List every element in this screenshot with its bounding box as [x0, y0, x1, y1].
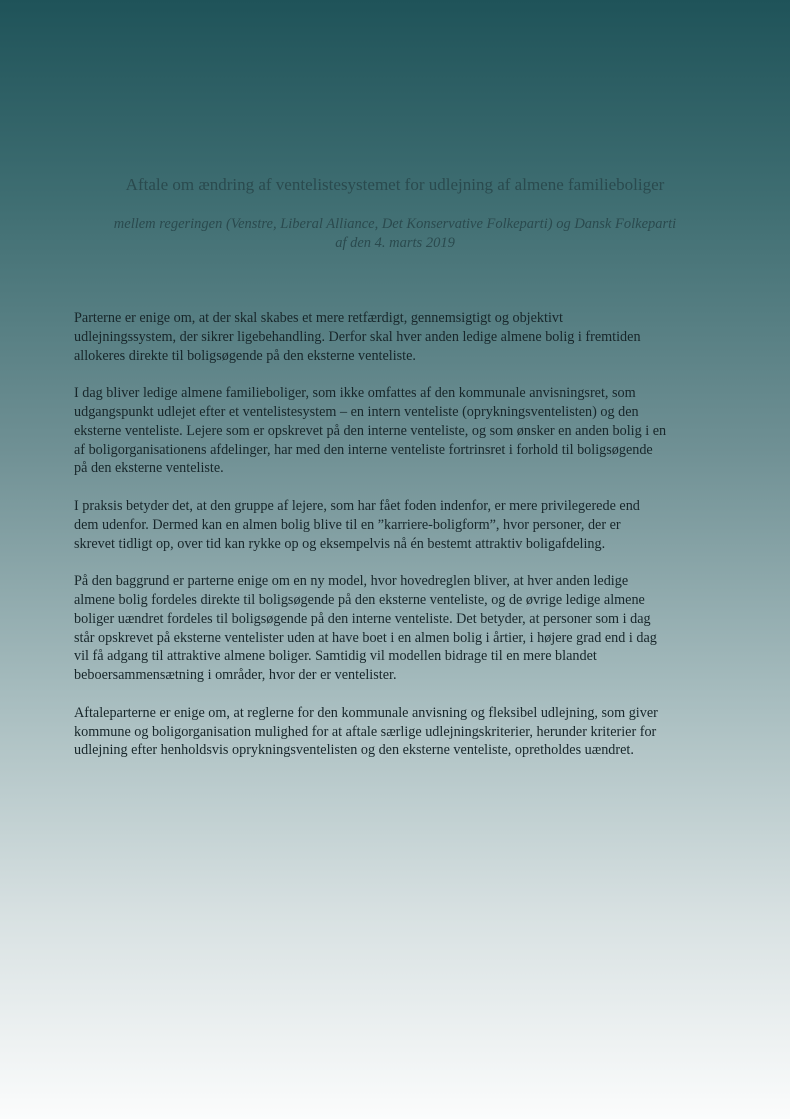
text-line: almene bolig fordeles direkte til boligsøgende på den eksterne venteliste, og de øvrige ledige almene: [74, 591, 645, 608]
text-line: på den eksterne venteliste.: [74, 460, 224, 477]
text-line: udlejningssystem, der sikrer ligebehandling. Derfor skal hver anden ledige almene bolig i fremtiden: [74, 328, 641, 345]
text-line: I dag bliver ledige almene familieboliger, som ikke omfattes af den kommunale anvisningsret, som: [74, 385, 636, 402]
paragraph: [74, 572, 724, 685]
paragraph: [74, 384, 724, 478]
paragraph: [74, 704, 724, 760]
subtitle-line: mellem regeringen (Venstre, Liberal Alliance, Det Konservative Folkeparti) og Dansk Folkeparti: [113, 216, 677, 232]
text-line: udgangspunkt udlejet efter et ventelistesystem – en intern venteliste (oprykningsventelisten) og den: [74, 403, 639, 420]
text-line: Parterne er enige om, at der skal skabes et mere retfærdigt, gennemsigtigt og objektivt: [74, 310, 563, 326]
text-line: skrevet tidligt op, over tid kan rykke op og eksempelvis nå én bestemt attraktiv boligafdeling.: [74, 535, 606, 552]
text-line: I praksis betyder det, at den gruppe af lejere, som har fået foden indenfor, er mere privilegerede end: [74, 497, 640, 514]
document-body: [74, 309, 724, 779]
text-line: allokeres direkte til boligsøgende på den eksterne venteliste.: [74, 347, 416, 364]
text-line: boliger uændret fordeles til boligsøgende på den interne venteliste. Det betyder, at personer som i dag: [74, 610, 651, 627]
text-line: dem udenfor. Dermed kan en almen bolig blive til en ”karriere-boligform”, hvor personer, der er: [74, 516, 621, 533]
subtitle-line: af den 4. marts 2019: [335, 235, 455, 251]
document-title: Aftale om ændring af ventelistesystemet for udlejning af almene familieboliger: [125, 175, 665, 194]
text-line: eksterne venteliste. Lejere som er opskrevet på den interne venteliste, og som ønsker en anden bolig i en: [74, 422, 667, 439]
text-line: kommune og boligorganisation mulighed for at aftale særlige udlejningskriterier, herunder kriterier for: [74, 723, 657, 740]
text-line: står opskrevet på eksterne ventelister uden at have boet i en almen bolig i årtier, i højere grad end i dag: [74, 629, 657, 646]
paragraph: [74, 309, 724, 365]
text-line: af boligorganisationens afdelinger, har med den interne venteliste fortrinsret i forhold til boligsøgende: [74, 441, 653, 458]
text-line: beboersammensætning i områder, hvor der er ventelister.: [74, 667, 397, 684]
text-line: udlejning efter henholdsvis oprykningsventelisten og den eksterne venteliste, opretholdes uændret.: [74, 742, 634, 759]
paragraph: [74, 497, 724, 553]
document-subtitle: [60, 215, 730, 253]
text-line: Aftaleparterne er enige om, at reglerne for den kommunale anvisning og fleksibel udlejning, som giver: [74, 704, 658, 721]
text-line: vil få adgang til attraktive almene boliger. Samtidig vil modellen bidrage til en mere blandet: [74, 648, 597, 665]
text-line: På den baggrund er parterne enige om en ny model, hvor hovedreglen bliver, at hver anden ledige: [74, 573, 629, 590]
